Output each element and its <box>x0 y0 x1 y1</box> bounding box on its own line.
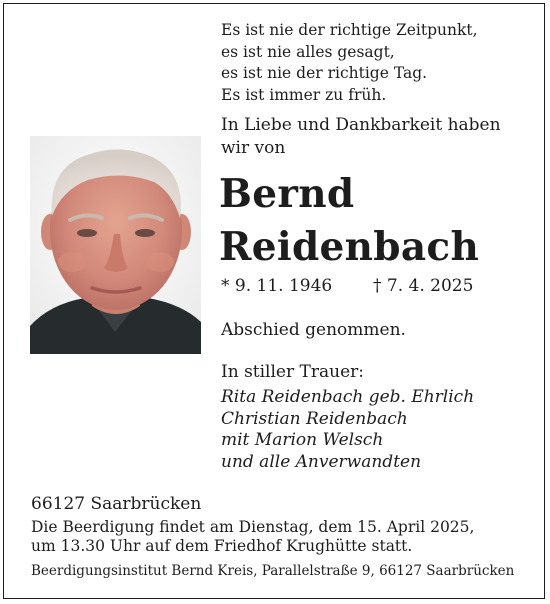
mourner: mit Marion Welsch <box>221 430 384 450</box>
poem-line: Es ist nie der richtige Zeitpunkt, <box>221 21 478 39</box>
intro-line: wir von <box>221 138 286 158</box>
death-date: † 7. 4. 2025 <box>373 276 474 296</box>
poem-line: Es ist immer zu früh. <box>221 85 387 104</box>
undertaker-info: Beerdigungsinstitut Bernd Kreis, Parallelstraße 9, 66127 Saarbrücken <box>31 563 515 579</box>
location: 66127 Saarbrücken <box>31 494 202 514</box>
poem-line: es ist nie alles gesagt, <box>221 42 395 61</box>
poem-line: es ist nie der richtige Tag. <box>221 64 428 82</box>
deceased-name <box>219 168 479 274</box>
portrait-photo-icon <box>30 136 201 354</box>
intro-line: In Liebe und Dankbarkeit haben <box>221 115 501 135</box>
funeral-line: Die Beerdigung findet am Dienstag, dem 15. April 2025, <box>31 518 475 536</box>
funeral-line: um 13.30 Uhr auf dem Friedhof Krughütte statt. <box>31 537 413 555</box>
intro-text <box>221 114 501 160</box>
mourner: Christian Reidenbach <box>221 408 408 429</box>
poem <box>221 20 478 106</box>
deceased-first-name: Bernd <box>219 171 355 217</box>
farewell-text: Abschied genommen. <box>221 320 406 340</box>
mourning-label: In stiller Trauer: <box>221 362 364 382</box>
portrait-photo <box>30 136 201 354</box>
mourner: und alle Anverwandten <box>221 451 422 472</box>
deceased-last-name: Reidenbach <box>219 224 480 270</box>
mourners-list <box>221 387 474 473</box>
birth-date: * 9. 11. 1946 <box>221 276 333 296</box>
mourner: Rita Reidenbach geb. Ehrlich <box>221 387 475 407</box>
funeral-info <box>31 518 474 556</box>
